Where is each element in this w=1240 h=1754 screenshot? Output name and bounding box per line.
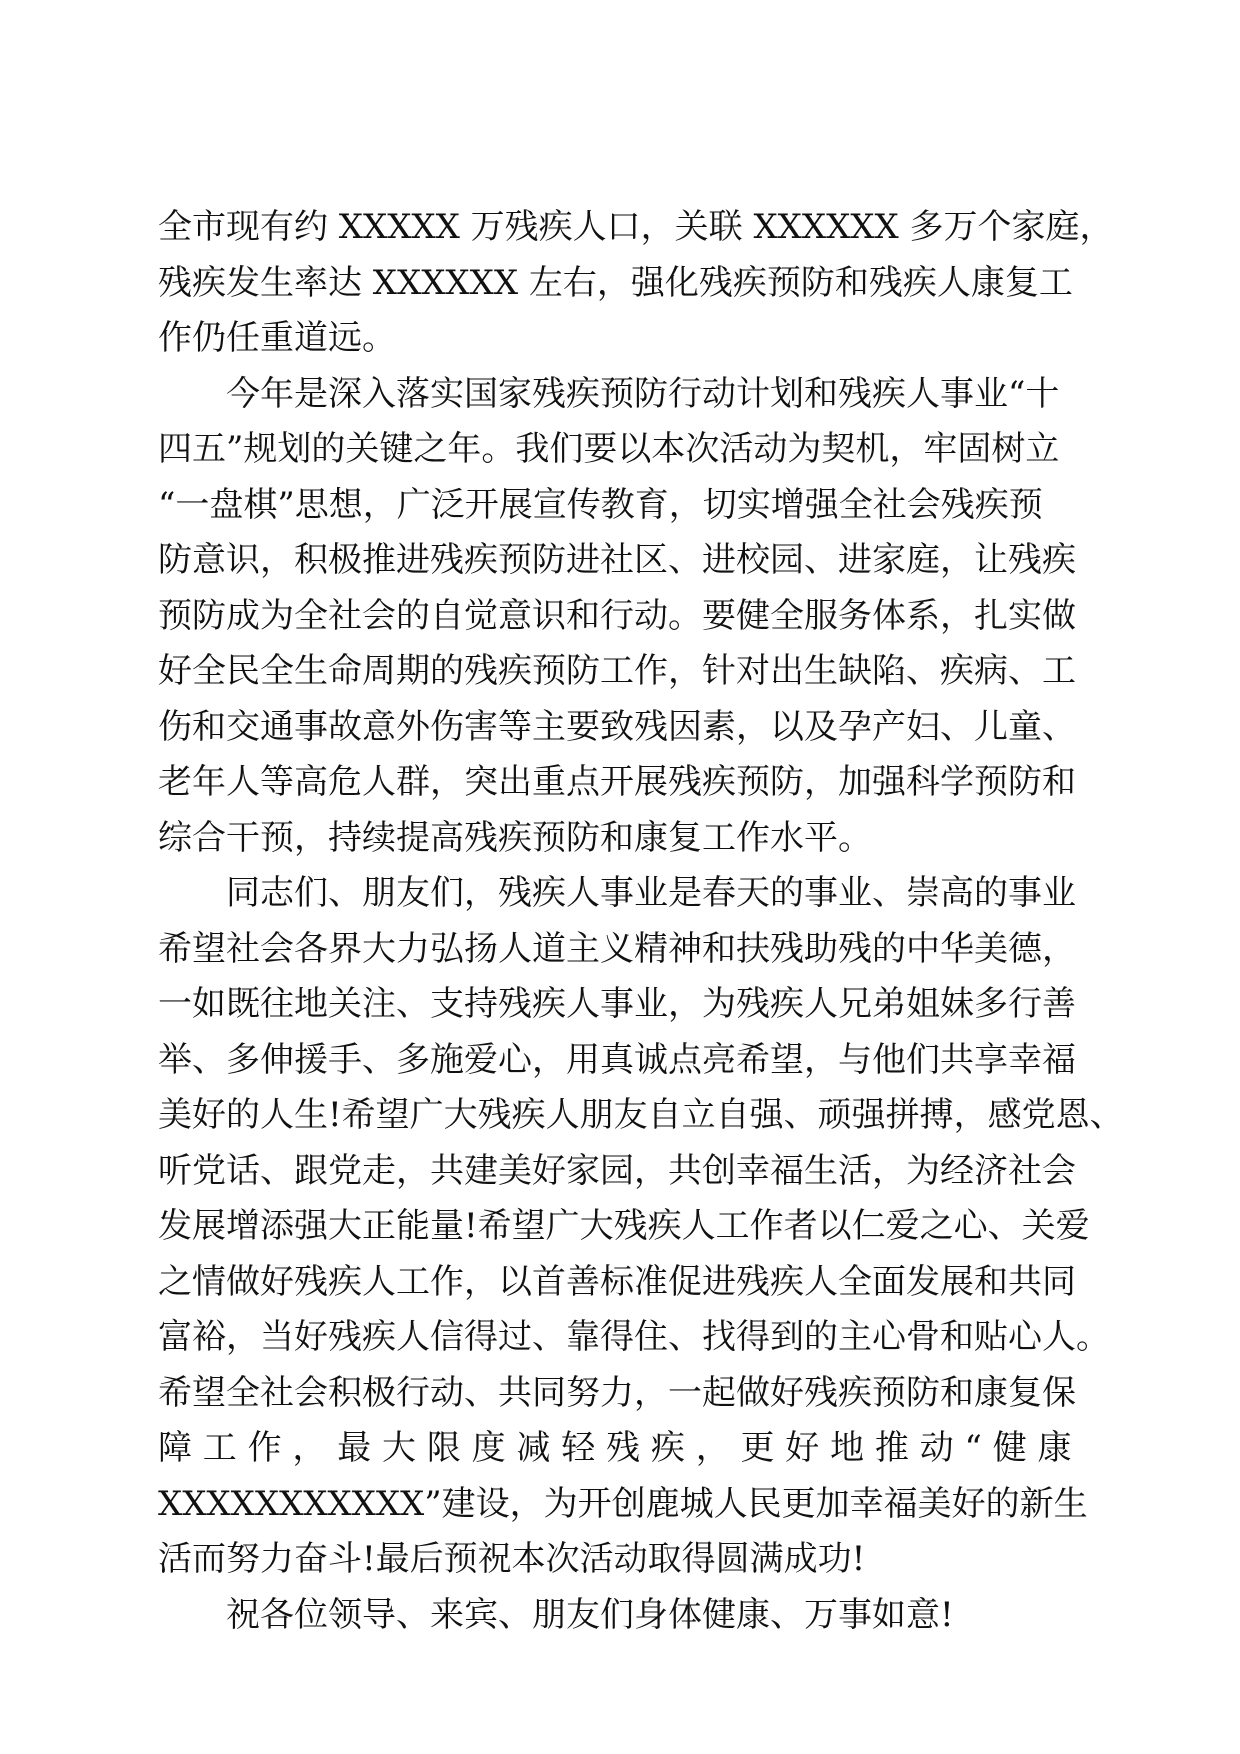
text-line: 综合干预，持续提高残疾预防和康复工作水平。 — [158, 817, 872, 858]
text-line: 四五”规划的关键之年。我们要以本次活动为契机，牢固树立 — [158, 429, 1060, 469]
text-line: 发展增添强大正能量!希望广大残疾人工作者以仁爱之心、关爱 — [158, 1206, 1090, 1246]
text-line: 好全民全生命周期的残疾预防工作，针对出生缺陷、疾病、工 — [158, 651, 1076, 691]
paragraph-4 — [158, 1590, 1088, 1640]
text-line: 美好的人生!希望广大残疾人朋友自立自强、顽强拼搏，感党恩、 — [158, 1095, 1124, 1135]
text-line: 伤和交通事故意外伤害等主要致残因素，以及孕产妇、儿童、 — [158, 706, 1076, 747]
text-line: 作仍任重道远。 — [158, 318, 396, 358]
paragraph-1 — [158, 202, 1114, 363]
text-line: “一盘棋”思想，广泛开展宣传教育，切实增强全社会残疾预 — [158, 484, 1043, 525]
text-line: 富裕，当好残疾人信得过、靠得住、找得到的主心骨和贴心人。 — [158, 1317, 1110, 1357]
text-line: 预防成为全社会的自觉意识和行动。要健全服务体系，扎实做 — [158, 595, 1076, 636]
text-line: 残疾发生率达 XXXXXX 左右，强化残疾预防和残疾人康复工 — [158, 262, 1073, 303]
text-line: 老年人等高危人群，突出重点开展残疾预防，加强科学预防和 — [158, 762, 1076, 802]
text-line: 祝各位领导、来宾、朋友们身体健康、万事如意! — [226, 1594, 954, 1635]
text-line: 之情做好残疾人工作，以首善标准促进残疾人全面发展和共同 — [158, 1261, 1076, 1302]
text-line: 同志们、朋友们，残疾人事业是春天的事业、崇高的事业 — [226, 873, 1076, 913]
text-line: 全市现有约 XXXXX 万残疾人口，关联 XXXXXX 多万个家庭， — [158, 207, 1114, 247]
text-line: 举、多伸援手、多施爱心，用真诚点亮希望，与他们共享幸福 — [158, 1039, 1076, 1080]
text-line: 活而努力奋斗!最后预祝本次活动取得圆满成功! — [158, 1539, 866, 1579]
document-body — [158, 202, 1124, 1645]
text-line: 希望社会各界大力弘扬人道主义精神和扶残助残的中华美德， — [158, 928, 1076, 969]
text-line: XXXXXXXXXXX”建设，为开创鹿城人民更加幸福美好的新生 — [158, 1483, 1088, 1524]
paragraph-2 — [158, 369, 1088, 863]
text-line: 障 工 作 ， 最 大 限 度 减 轻 残 疾 ， 更 好 地 推 动 “ 健 康 — [158, 1428, 1072, 1468]
text-line: 听党话、跟党走，共建美好家园，共创幸福生活，为经济社会 — [158, 1150, 1076, 1191]
paragraph-3 — [158, 868, 1124, 1584]
text-line: 希望全社会积极行动、共同努力，一起做好残疾预防和康复保 — [158, 1372, 1076, 1413]
text-line: 今年是深入落实国家残疾预防行动计划和残疾人事业“十 — [226, 373, 1060, 414]
text-line: 一如既往地关注、支持残疾人事业，为残疾人兄弟姐妹多行善 — [158, 984, 1076, 1024]
text-line: 防意识，积极推进残疾预防进社区、进校园、进家庭，让残疾 — [158, 540, 1076, 580]
